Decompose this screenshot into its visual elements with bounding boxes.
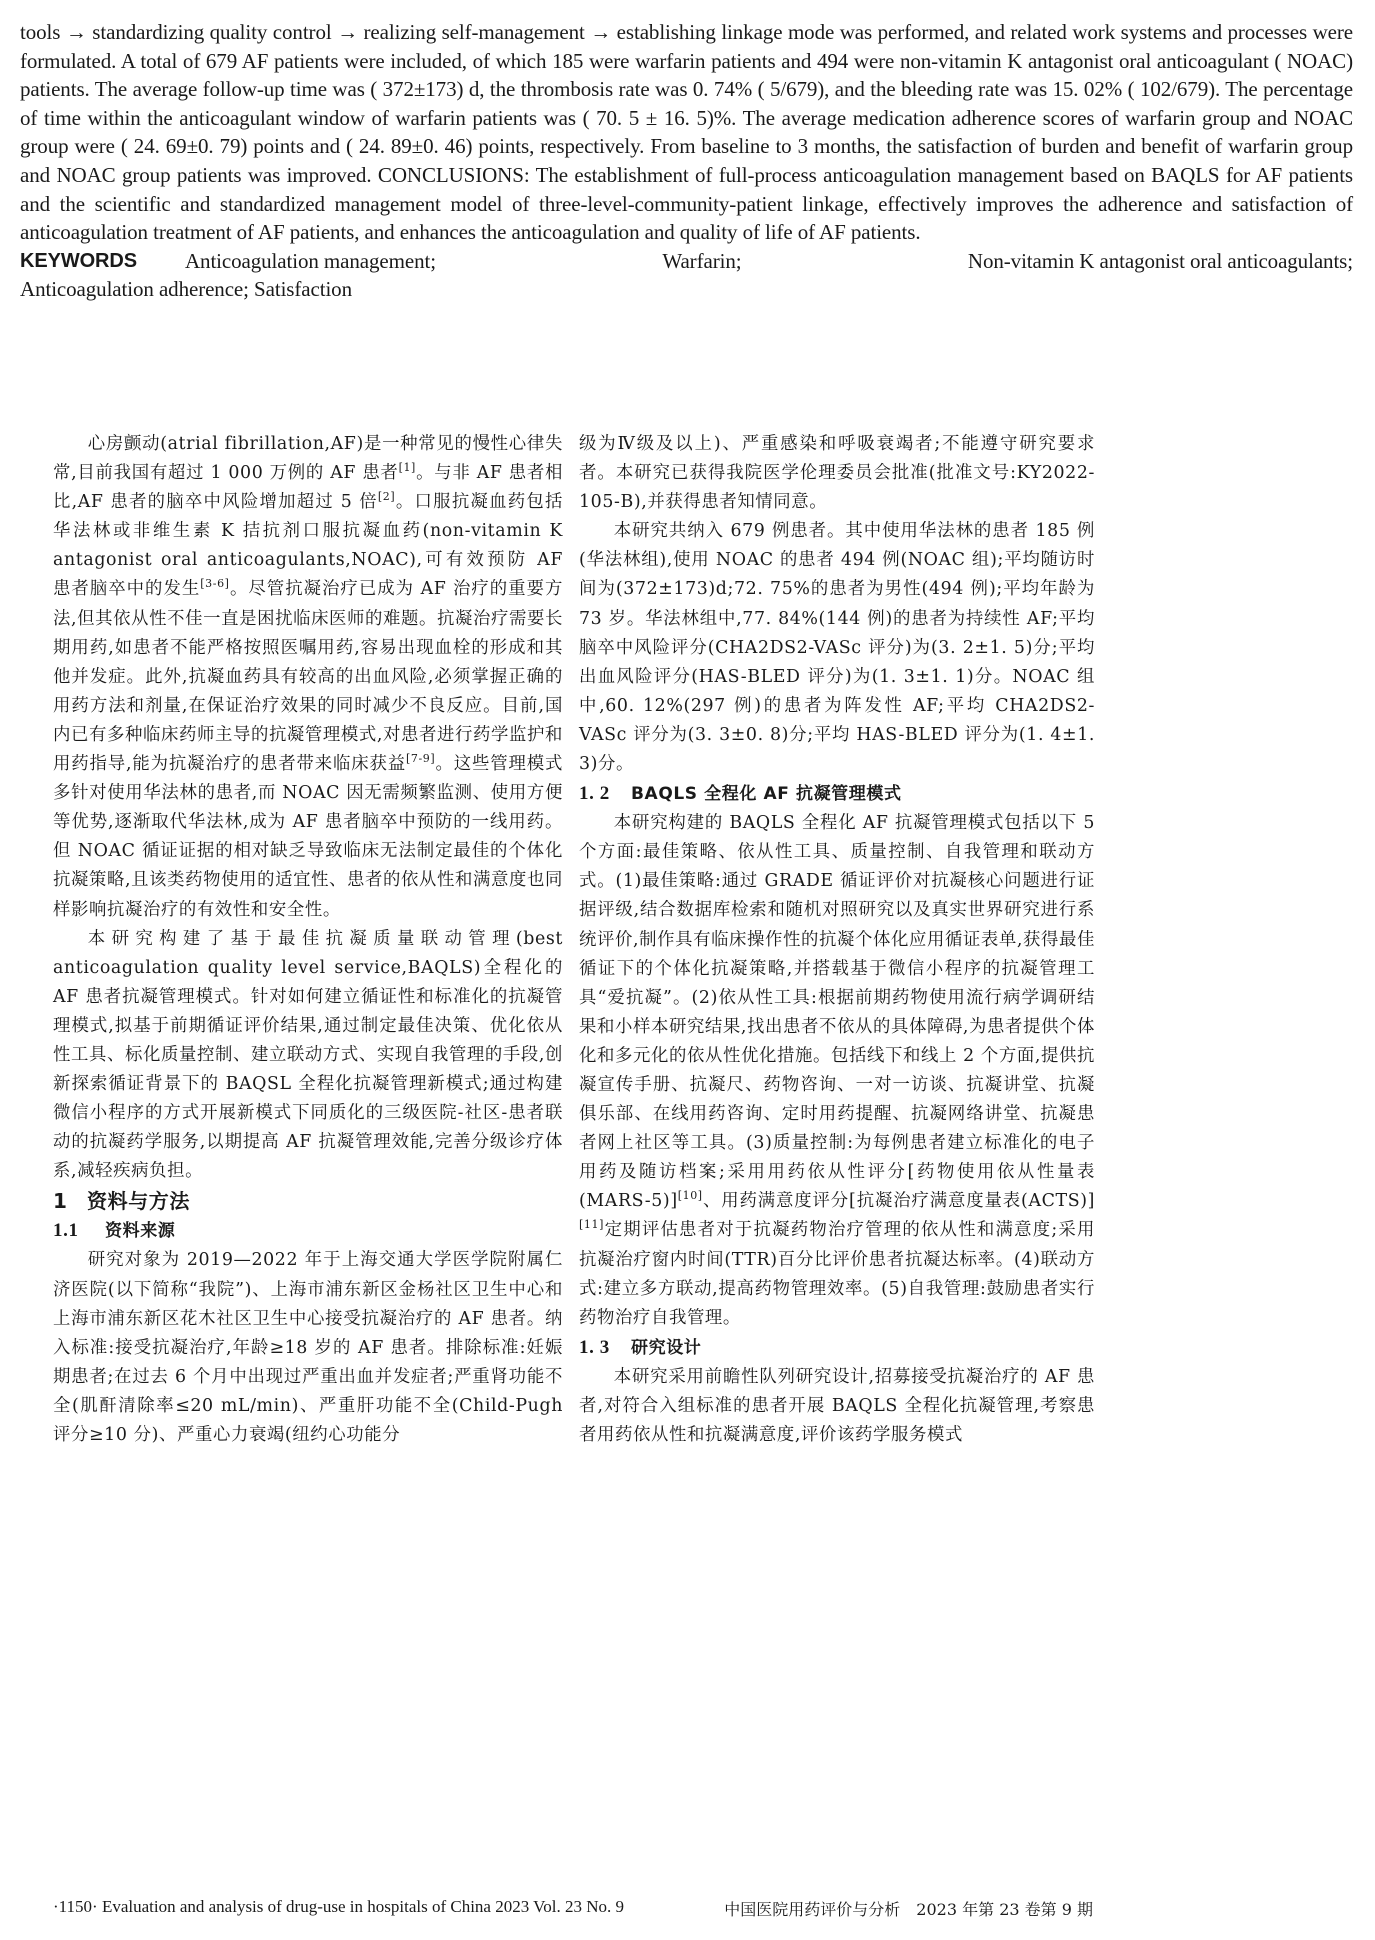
citation[interactable]: [1]: [398, 461, 416, 475]
left-column: [53, 430, 563, 1450]
text-run: 。这些管理模式多针对使用华法林的患者,而 NOAC 因无需频繁监测、使用方便等优势,逐渐取代华法林,成为 AF 患者脑卒中预防的一线用药。但 NOAC 循证证据的相对缺乏导致临床无法制定最佳的个体化抗凝策略,且该类药物使用的适宜性、患者的依从性和满意度也同样影响抗凝治疗的有效性和安全性。: [53, 754, 563, 920]
keyword: Warfarin;: [662, 248, 742, 273]
model-paragraph: [579, 809, 1095, 1333]
text-run: 。口服抗凝血药包括华法林或非维生素 K 拮抗剂口服抗凝血药(non-vitamin K antagonist oral anticoagulants,NOAC),可有效预防 AF 患者脑卒中的发生: [53, 492, 564, 600]
text-run: 定期评估患者对于抗凝药物治疗管理的依从性和满意度;采用抗凝治疗窗内时间(TTR)百分比评价患者抗凝达标率。(4)联动方式:建立多方联动,提高药物管理效率。(5)自我管理:鼓励患者实行药物治疗自我管理。: [579, 1220, 1095, 1328]
page-footer: [53, 1897, 1093, 1920]
text-run: 、用药满意度评分[抗凝治疗满意度量表(ACTS)]: [702, 1191, 1095, 1212]
section-title: 资料来源: [105, 1221, 176, 1242]
footer-journal-en: ·1150· Evaluation and analysis of drug-use in hospitals of China 2023 Vol. 23 No. 9: [53, 1897, 625, 1916]
section-number: 1: [53, 1189, 68, 1214]
keywords-line: [20, 247, 1353, 276]
section-number: 1. 3: [579, 1336, 610, 1358]
footer-journal-cn: 中国医院用药评价与分析 2023 年第 23 卷第 9 期: [724, 1900, 1093, 1919]
keywords-label: KEYWORDS: [20, 249, 137, 272]
intro-paragraph-2: 本研究构建了基于最佳抗凝质量联动管理(best anticoagulation quality level service,BAQLS)全程化的 AF 患者抗凝管理模式。针对如何建立循证性和标准化的抗凝管理模式,拟基于前期循证评价结果,通过制定最佳决策、优化依从性工具、标化质量控制、建立联动方式、实现自我管理的手段,创新探索循证背景下的 BAQSL 全程化抗凝管理新模式;通过构建微信小程序的方式开展新模式下同质化的三级医院-社区-患者联动的抗凝药学服务,以期提高 AF 抗凝管理效能,完善分级诊疗体系,减轻疾病负担。: [53, 928, 563, 1182]
design-paragraph: 本研究采用前瞻性队列研究设计,招募接受抗凝治疗的 AF 患者,对符合入组标准的患者开展 BAQLS 全程化抗凝管理,考察患者用药依从性和抗凝满意度,评价该药学服务模式: [579, 1366, 1095, 1445]
citation[interactable]: [3-6]: [200, 577, 230, 591]
keywords-items: [185, 247, 1353, 276]
text-run: 。与非 AF 患者相比,AF 患者的脑卒中风险增加超过 5 倍: [53, 463, 563, 513]
text-run: 。尽管抗凝治疗已成为 AF 治疗的重要方法,但其依从性不佳一直是困扰临床医师的难题。抗凝治疗需要长期用药,如患者不能严格按照医嘱用药,容易出现血栓的形成和其他并发症。此外,抗凝血药具有较高的出血风险,必须掌握正确的用药方法和剂量,在保证治疗效果的同时减少不良反应。目前,国内已有多种临床药师主导的抗凝管理模式,对患者进行药学监护和用药指导,能为抗凝治疗的患者带来临床获益: [53, 579, 563, 775]
stats-paragraph: 本研究共纳入 679 例患者。其中使用华法林的患者 185 例(华法林组),使用 NOAC 的患者 494 例(NOAC 组);平均随访时间为(372±173)d;72. 75%的患者为男性(494 例);平均年龄为 73 岁。华法林组中,77. 84%(144 例)的患者为持续性 AF;平均脑卒中风险评分(CHA2DS2-VASc 评分)为(3. 2±1. 5)分;平均出血风险评分(HAS-BLED 评分)为(1. 3±1. 1)分。NOAC 组中,60. 12%(297 例)的患者为阵发性 AF;平均 CHA2DS2-VASc 评分为(3. 3±0. 8)分;平均 HAS-BLED 评分为(1. 4±1. 3)分。: [579, 521, 1095, 775]
section-heading-1-1: [53, 1216, 563, 1246]
section-title: BAQLS 全程化 AF 抗凝管理模式: [631, 784, 902, 805]
keyword: Anticoagulation management;: [184, 248, 436, 273]
right-column: [579, 430, 1095, 1450]
source-paragraph: 研究对象为 2019—2022 年于上海交通大学医学院附属仁济医院(以下简称“我院”)、上海市浦东新区金杨社区卫生中心和上海市浦东新区花木社区卫生中心接受抗凝治疗的 AF 患者。纳入标准:接受抗凝治疗,年龄≥18 岁的 AF 患者。排除标准:妊娠期患者;在过去 6 个月中出现过严重出血并发症者;严重肾功能不全(肌酐清除率≤20 mL/min)、严重肝功能不全(Child-Pugh 评分≥10 分)、严重心力衰竭(纽约心功能分: [53, 1250, 563, 1445]
section-heading-1-2: [579, 779, 1095, 809]
continued-paragraph: 级为Ⅳ级及以上)、严重感染和呼吸衰竭者;不能遵守研究要求者。本研究已获得我院医学伦理委员会批准(批准文号:KY2022-105-B),并获得患者知情同意。: [579, 434, 1095, 513]
section-title: 研究设计: [631, 1337, 702, 1358]
english-abstract: [20, 18, 1353, 304]
text-run: 心房颤动(atrial fibrillation,AF)是一种常见的慢性心律失常,目前我国有超过 1 000 万例的 AF 患者: [53, 434, 563, 484]
abstract-text: tools → standardizing quality control → realizing self-management → establishing linkage mode was performed, and related work systems and processes were formulated. A total of 679 AF patients were included, of which 185 were warfarin patients and 494 were non-vitamin K antagonist oral anticoagulant ( NOAC) patients. The average follow-up time was ( 372±173) d, the thrombosis rate was 0. 74% ( 5/679), and the bleeding rate was 15. 02% ( 102/679). The percentage of time within the anticoagulant window of warfarin patients was ( 70. 5 ± 16. 5)%. The average medication adherence scores of warfarin group and NOAC group were ( 24. 69±0. 79) points and ( 24. 89±0. 46) points, respectively. From baseline to 3 months, the satisfaction of burden and benefit of warfarin group and NOAC group patients was improved. CONCLUSIONS: The establishment of full-process anticoagulation management based on BAQLS for AF patients and the scientific and standardized management model of three-level-community-patient linkage, effectively improves the adherence and satisfaction of anticoagulation treatment of AF patients, and enhances the anticoagulation and quality of life of AF patients.: [20, 20, 1353, 245]
citation[interactable]: [2]: [377, 490, 396, 504]
keyword: Non-vitamin K antagonist oral anticoagulants;: [967, 248, 1353, 273]
section-number: 1. 2: [579, 783, 610, 805]
citation[interactable]: [11]: [579, 1218, 604, 1232]
citation[interactable]: [7-9]: [406, 752, 436, 766]
section-title: 资料与方法: [87, 1189, 190, 1214]
section-number: 1.1: [53, 1220, 79, 1242]
intro-paragraph-1: [53, 430, 563, 925]
section-heading-1-3: [579, 1333, 1095, 1363]
section-heading-1: [53, 1186, 563, 1216]
citation[interactable]: [10]: [677, 1189, 703, 1203]
keywords-line-2: Anticoagulation adherence; Satisfaction: [20, 277, 352, 302]
text-run: 本研究构建的 BAQLS 全程化 AF 抗凝管理模式包括以下 5 个方面:最佳策略、依从性工具、质量控制、自我管理和联动方式。(1)最佳策略:通过 GRADE 循证评价对抗凝核心问题进行证据评级,结合数据库检索和随机对照研究以及真实世界研究进行系统评价,制作具有临床操作性的抗凝个体化应用循证表单,获得最佳循证下的个体化抗凝策略,并搭载基于微信小程序的抗凝管理工具“爱抗凝”。(2)依从性工具:根据前期药物使用流行病学调研结果和小样本研究结果,找出患者不依从的具体障碍,为患者提供个体化和多元化的依从性优化措施。包括线下和线上 2 个方面,提供抗凝宣传手册、抗凝尺、药物咨询、一对一访谈、抗凝讲堂、抗凝俱乐部、在线用药咨询、定时用药提醒、抗凝网络讲堂、抗凝患者网上社区等工具。(3)质量控制:为每例患者建立标准化的电子用药及随访档案;采用用药依从性评分[药物使用依从性量表(MARS-5)]: [579, 813, 1095, 1212]
